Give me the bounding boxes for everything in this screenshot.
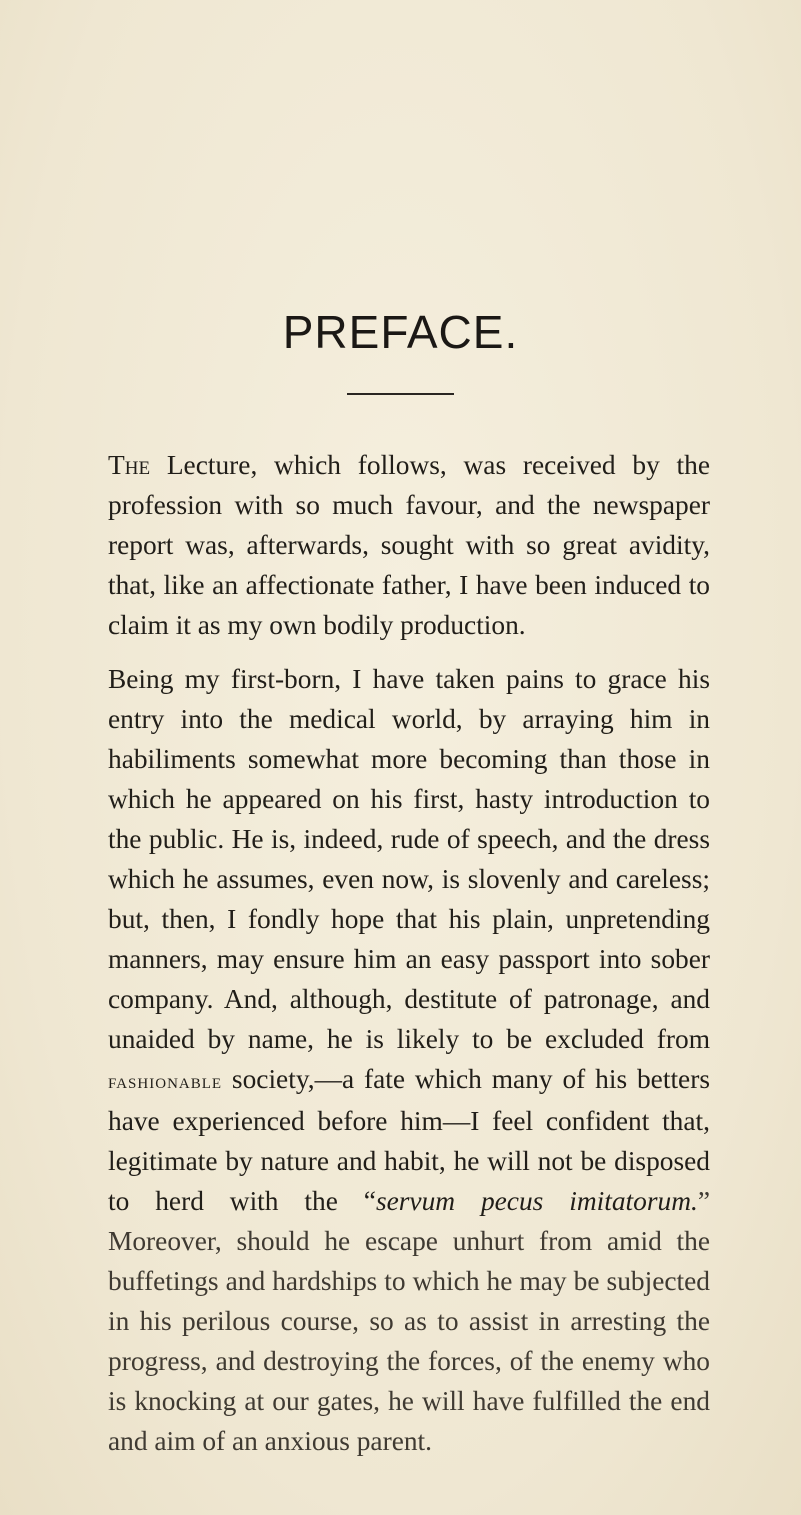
preface-body bbox=[108, 445, 710, 1461]
paragraph-1-lead-caps: The bbox=[108, 450, 151, 480]
paragraph-1-text: Lecture, which follows, was received by the profession with so much favour, and the newspaper report was, afterwards, sought with so great avidity, that, like an affectionate father, I have been induced to claim it as my own bodily production. bbox=[108, 450, 710, 640]
page-title: PREFACE. bbox=[282, 306, 519, 358]
paragraph-2-text-end: ” Moreover, should he escape unhurt from amid the buffetings and hardships to which he may be subjected in his perilous course, so as to assist in arresting the progress, and destroying the forces, of the enemy who is knocking at our gates, he will have fulfilled the end and aim of an anxious parent. bbox=[108, 1186, 710, 1456]
paragraph-2-latin-quote: servum pecus imitatorum. bbox=[375, 1186, 698, 1216]
paragraph-1 bbox=[108, 445, 710, 645]
title-divider-rule bbox=[347, 393, 454, 395]
paragraph-2-text-middle: society,—a fate which many of his betters have experienced before him—I feel confident that, legitimate by nature and habit, he will not be disposed to herd with the “ bbox=[108, 1064, 710, 1216]
paragraph-2 bbox=[108, 659, 710, 1461]
paragraph-2-small-caps-word: fashionable bbox=[108, 1068, 223, 1093]
paragraph-2-text-start: Being my first-born, I have taken pains to grace his entry into the medical world, by arraying him in habiliments somewhat more becoming than those in which he appeared on his first, hasty introduction to the public. He is, indeed, rude of speech, and the dress which he assumes, even now, is slovenly and careless; but, then, I fondly hope that his plain, unpretending manners, may ensure him an easy passport into sober company. And, although, destitute of patronage, and unaided by name, he is likely to be excluded from bbox=[108, 664, 710, 1054]
